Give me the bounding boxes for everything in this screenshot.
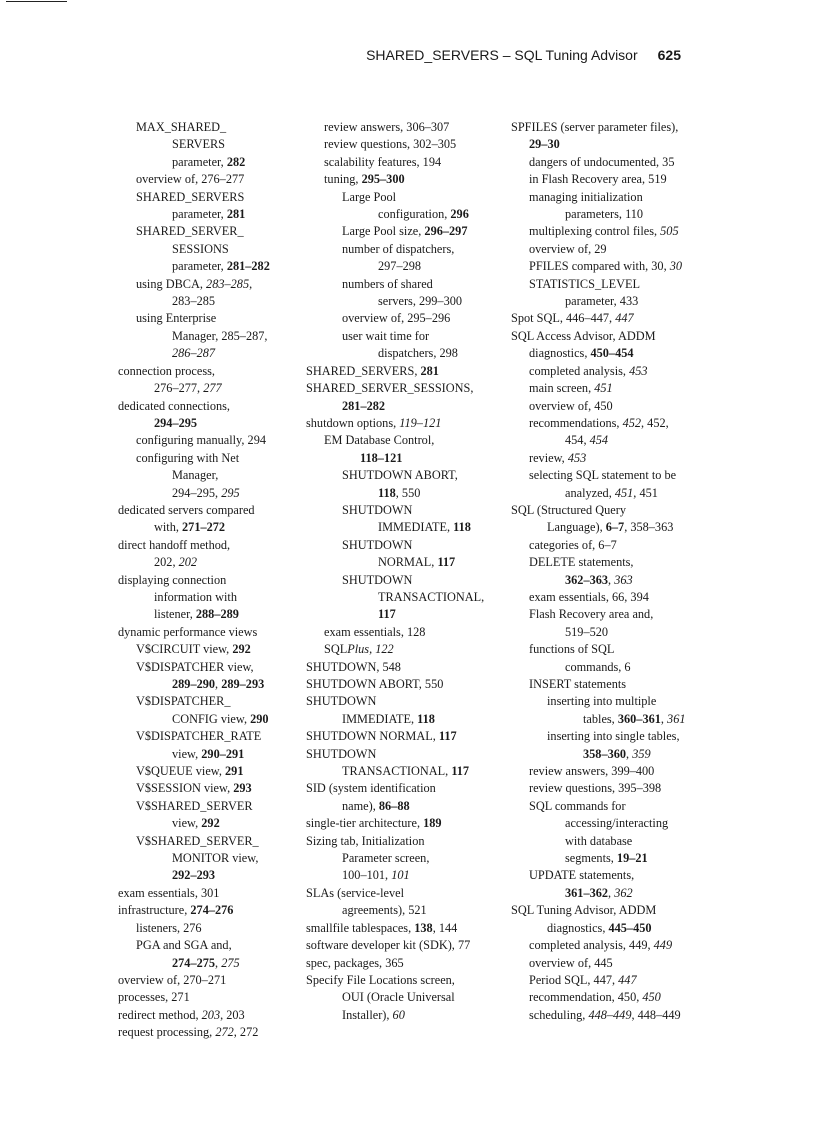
index-subentry: V$SHARED_SERVER_ [136, 833, 259, 848]
index-entry: SHARED_SERVERS, 281 [306, 363, 439, 378]
index-subentry: IMMEDIATE, 118 [378, 520, 471, 535]
index-entry: SHUTDOWN [306, 694, 377, 709]
index-subentry: 202, 202 [154, 555, 198, 570]
index-subentry: 118, 550 [378, 485, 421, 500]
index-subentry: SERVERS [172, 137, 226, 152]
index-subentry: STATISTICS_LEVEL [529, 276, 641, 291]
index-subentry: listener, 288–289 [154, 607, 239, 622]
index-subentry: 294–295, 295 [172, 485, 240, 500]
index-subentry: V$DISPATCHER_ [136, 694, 231, 709]
index-subentry: servers, 299–300 [378, 294, 463, 309]
running-head-title: SHARED_SERVERS – SQL Tuning Advisor [366, 47, 638, 63]
running-head [300, 47, 681, 63]
index-subentry: number of dispatchers, [342, 241, 455, 256]
index-subentry: diagnostics, 445–450 [547, 920, 652, 935]
index-entry: Sizing tab, Initialization [306, 833, 425, 848]
index-subentry: V$QUEUE view, 291 [136, 764, 244, 779]
index-entry: SHUTDOWN ABORT, 550 [306, 677, 444, 691]
index-subentry: overview of, 29 [529, 241, 607, 256]
index-subentry: review answers, 399–400 [529, 764, 655, 779]
index-subentry: tables, 360–361, 361 [583, 711, 686, 726]
index-subentry: with, 271–272 [154, 520, 226, 535]
index-subentry: functions of SQL [529, 642, 615, 657]
index-entry: connection process, [118, 363, 215, 378]
index-subentry: SHUTDOWN [342, 572, 413, 587]
index-subentry: V$CIRCUIT view, 292 [136, 642, 251, 657]
index-subentry: 292–293 [172, 868, 216, 883]
index-entry: displaying connection [118, 572, 227, 587]
index-subentry: tuning, 295–300 [324, 172, 405, 187]
index-entry: software developer kit (SDK), 77 [306, 938, 471, 953]
index-subentry: 289–290, 289–293 [172, 677, 265, 691]
index-subentry: overview of, 450 [529, 398, 613, 413]
index-subentry: IMMEDIATE, 118 [342, 711, 435, 726]
index-entry: SQL Tuning Advisor, ADDM [511, 903, 657, 918]
index-subentry: Large Pool [342, 189, 397, 204]
index-subentry: recommendations, 452, 452, [529, 415, 669, 430]
index-subentry: V$DISPATCHER view, [136, 659, 254, 674]
index-subentry: INSERT statements [529, 677, 627, 691]
index-subentry: 276–277, 277 [154, 381, 222, 396]
index-subentry: accessing/interacting [565, 816, 669, 831]
index-subentry: commands, 6 [565, 659, 631, 674]
corner-rule [6, 1, 67, 2]
index-subentry: multiplexing control files, 505 [529, 224, 679, 239]
index-subentry: review, 453 [529, 450, 587, 465]
index-subentry: Flash Recovery area and, [529, 607, 654, 622]
index-entry: dedicated connections, [118, 398, 230, 413]
index-subentry: Manager, [172, 468, 219, 483]
index-subentry: UPDATE statements, [529, 868, 635, 883]
index-entry: exam essentials, 301 [118, 885, 220, 900]
index-subentry: overview of, 276–277 [136, 172, 245, 187]
index-entry: shutdown options, 119–121 [306, 415, 442, 430]
index-subentry: categories of, 6–7 [529, 537, 617, 552]
index-entry: infrastructure, 274–276 [118, 903, 234, 918]
index-subentry: CONFIG view, 290 [172, 711, 269, 726]
index-subentry: 362–363, 363 [565, 572, 633, 587]
index-subentry: information with [154, 589, 237, 604]
index-subentry: parameter, 433 [565, 294, 639, 309]
index-subentry: user wait time for [342, 328, 430, 343]
index-subentry: analyzed, 451, 451 [565, 485, 658, 500]
index-subentry: overview of, 295–296 [342, 311, 451, 326]
index-subentry: 274–275, 275 [172, 955, 240, 970]
index-entry: Specify File Locations screen, [306, 972, 455, 987]
index-entry: SQL Access Advisor, ADDM [511, 328, 656, 343]
index-entry: overview of, 270–271 [118, 972, 227, 987]
index-subentry: V$SESSION view, 293 [136, 781, 252, 796]
index-column-2 [306, 119, 486, 1024]
index-subentry: listeners, 276 [136, 920, 202, 935]
index-subentry: completed analysis, 453 [529, 363, 648, 378]
index-entry: SID (system identification [306, 781, 436, 796]
index-entry: smallfile tablespaces, 138, 144 [306, 920, 458, 935]
index-subentry: OUI (Oracle Universal [342, 990, 455, 1005]
index-entry: Spot SQL, 446–447, 447 [511, 311, 634, 326]
index-subentry: SQLPlus, 122 [324, 642, 394, 657]
index-subentry: 519–520 [565, 624, 609, 639]
index-subentry: 118–121 [360, 450, 403, 465]
index-subentry: 117 [378, 607, 396, 622]
index-subentry: MONITOR view, [172, 851, 259, 866]
index-subentry: parameters, 110 [565, 207, 644, 222]
index-subentry: PGA and SGA and, [136, 938, 232, 953]
index-subentry: Period SQL, 447, 447 [529, 972, 637, 987]
index-subentry: review answers, 306–307 [324, 120, 450, 134]
index-column-3 [511, 119, 691, 1024]
index-subentry: SHUTDOWN [342, 537, 413, 552]
index-subentry: view, 292 [172, 816, 220, 831]
index-subentry: Parameter screen, [342, 851, 430, 866]
index-subentry: exam essentials, 66, 394 [529, 589, 649, 604]
index-entry: direct handoff method, [118, 537, 231, 552]
index-subentry: V$SHARED_SERVER [136, 798, 253, 813]
index-subentry: review questions, 395–398 [529, 781, 662, 796]
index-subentry: using DBCA, 283–285, [136, 276, 253, 291]
index-subentry: MAX_SHARED_ [136, 120, 227, 134]
index-entry: SHUTDOWN NORMAL, 117 [306, 729, 457, 744]
index-subentry: 297–298 [378, 259, 422, 274]
index-subentry: managing initialization [529, 189, 643, 204]
index-subentry: 283–285 [172, 294, 216, 309]
index-subentry: EM Database Control, [324, 433, 435, 448]
index-subentry: using Enterprise [136, 311, 217, 326]
index-subentry: SESSIONS [172, 241, 229, 256]
index-entry: spec, packages, 365 [306, 955, 404, 970]
index-subentry: parameter, 281 [172, 207, 246, 222]
index-subentry: configuring manually, 294 [136, 433, 266, 448]
index-subentry: SHUTDOWN [342, 502, 413, 517]
index-subentry: TRANSACTIONAL, 117 [342, 764, 470, 779]
index-subentry: name), 86–88 [342, 798, 410, 813]
index-subentry: 454, 454 [565, 433, 609, 448]
index-subentry: SHARED_SERVERS [136, 189, 245, 204]
index-subentry: V$DISPATCHER_RATE [136, 729, 262, 744]
index-subentry: parameter, 281–282 [172, 259, 270, 274]
index-entry: request processing, 272, 272 [118, 1025, 259, 1040]
index-entry: SQL (Structured Query [511, 502, 626, 517]
index-entry: dynamic performance views [118, 624, 258, 639]
index-subentry: 294–295 [154, 415, 198, 430]
index-subentry: completed analysis, 449, 449 [529, 938, 673, 953]
index-subentry: view, 290–291 [172, 746, 245, 761]
index-subentry: in Flash Recovery area, 519 [529, 172, 667, 187]
index-subentry: selecting SQL statement to be [529, 468, 677, 483]
index-entry: processes, 271 [118, 990, 190, 1005]
index-subentry: inserting into single tables, [547, 729, 680, 744]
index-entry: SHUTDOWN [306, 746, 377, 761]
index-subentry: TRANSACTIONAL, [378, 589, 485, 604]
index-subentry: Large Pool size, 296–297 [342, 224, 468, 239]
index-subentry: parameter, 282 [172, 154, 246, 169]
index-subentry: 100–101, 101 [342, 868, 410, 883]
index-subentry: segments, 19–21 [565, 851, 648, 866]
index-subentry: 361–362, 362 [565, 885, 633, 900]
index-subentry: Installer), 60 [342, 1007, 405, 1022]
index-subentry: recommendation, 450, 450 [529, 990, 661, 1005]
index-subentry: exam essentials, 128 [324, 624, 426, 639]
index-column-1 [118, 119, 298, 1042]
index-subentry: main screen, 451 [529, 381, 613, 396]
index-subentry: dangers of undocumented, 35 [529, 154, 675, 169]
index-entry: single-tier architecture, 189 [306, 816, 442, 831]
index-subentry: NORMAL, 117 [378, 555, 456, 570]
index-subentry: SHUTDOWN ABORT, [342, 468, 458, 483]
index-subentry: SHARED_SERVER_ [136, 224, 244, 239]
index-subentry: agreements), 521 [342, 903, 427, 918]
index-subentry: 358–360, 359 [583, 746, 651, 761]
index-subentry: 281–282 [342, 398, 386, 413]
index-subentry: with database [565, 833, 633, 848]
index-subentry: configuration, 296 [378, 207, 469, 222]
index-subentry: SQL commands for [529, 798, 626, 813]
index-subentry: 286–287 [172, 346, 216, 361]
index-subentry: diagnostics, 450–454 [529, 346, 634, 361]
page-number: 625 [657, 47, 681, 63]
index-subentry: review questions, 302–305 [324, 137, 457, 152]
index-subentry: Manager, 285–287, [172, 328, 268, 343]
index-subentry: PFILES compared with, 30, 30 [529, 259, 683, 274]
index-subentry: overview of, 445 [529, 955, 613, 970]
index-subentry: 29–30 [529, 137, 560, 152]
index-subentry: scheduling, 448–449, 448–449 [529, 1007, 681, 1022]
index-entry: SHUTDOWN, 548 [306, 659, 401, 674]
index-subentry: numbers of shared [342, 276, 433, 291]
index-subentry: scalability features, 194 [324, 154, 442, 169]
index-entry: dedicated servers compared [118, 502, 255, 517]
index-subentry: inserting into multiple [547, 694, 657, 709]
index-entry: SPFILES (server parameter files), [511, 120, 679, 134]
index-subentry: Language), 6–7, 358–363 [547, 520, 674, 535]
index-entry: SHARED_SERVER_SESSIONS, [306, 381, 474, 396]
index-entry: redirect method, 203, 203 [118, 1007, 245, 1022]
index-subentry: configuring with Net [136, 450, 240, 465]
index-entry: SLAs (service-level [306, 885, 404, 900]
index-subentry: DELETE statements, [529, 555, 634, 570]
index-subentry: dispatchers, 298 [378, 346, 458, 361]
